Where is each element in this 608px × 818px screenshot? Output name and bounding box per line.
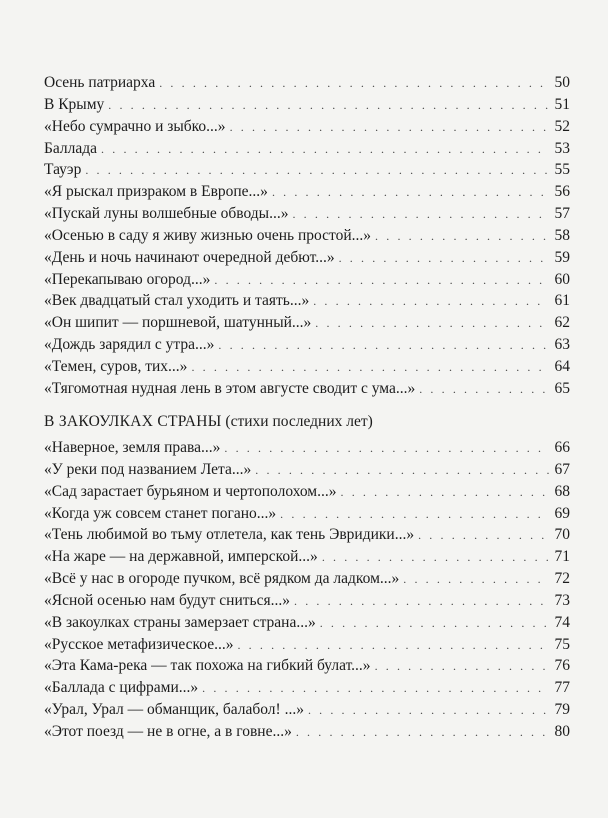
toc-entry-title: «Небо сумрачно и зыбко...» (44, 117, 226, 135)
toc-entry-page: 80 (554, 722, 570, 740)
dot-leader (403, 569, 549, 591)
dot-leader (294, 591, 549, 613)
toc-entry-title: «Эта Кама-река — так похожа на гибкий булат...» (44, 657, 371, 675)
toc-entry (44, 546, 570, 568)
toc-entry-title: «Этот поезд — не в огне, а в говне...» (44, 722, 292, 740)
toc-entry-page: 69 (554, 504, 570, 522)
toc-entry (44, 437, 570, 459)
toc-entry (44, 612, 570, 634)
toc-entry-page: 58 (554, 226, 570, 244)
toc-entry-title: «Баллада с цифрами...» (44, 679, 199, 697)
toc-entry-page: 56 (554, 183, 570, 201)
toc-entry-page: 79 (554, 701, 570, 719)
toc-entry (44, 590, 570, 612)
dot-leader (159, 73, 549, 95)
toc-entry-title: «Осенью в саду я живу жизнью очень простой...» (44, 226, 372, 244)
toc-entry-title: «Век двадцатый стал уходить и таять...» (44, 292, 310, 310)
toc-entry-title: «Пускай луны волшебные обводы...» (44, 205, 289, 223)
section-heading-subtitle: (стихи последних лет) (225, 413, 373, 430)
toc-entry-page: 53 (554, 139, 570, 157)
dot-leader (108, 95, 549, 117)
dot-leader (292, 204, 549, 226)
dot-leader (339, 248, 549, 270)
section-heading (44, 411, 373, 432)
toc-entry-title: «Ясной осенью нам будут сниться...» (44, 591, 290, 609)
dot-leader (418, 525, 549, 547)
toc-section-two (44, 437, 570, 743)
toc-entry (44, 94, 570, 116)
toc-entry (44, 181, 570, 203)
toc-entry-title: «Тягомотная нудная лень в этом августе сводит с ума...» (44, 379, 416, 397)
toc-entry-page: 75 (554, 635, 570, 653)
toc-entry-page: 70 (554, 526, 570, 544)
toc-entry (44, 290, 570, 312)
toc-entry (44, 159, 570, 181)
toc-entry-title: «У реки под названием Лета...» (44, 460, 252, 478)
dot-leader (419, 379, 549, 401)
toc-entry (44, 269, 570, 291)
toc-entry (44, 312, 570, 334)
toc-entry-title: «День и ночь начинают очередной дебют...» (44, 248, 335, 266)
toc-entry (44, 247, 570, 269)
toc-entry (44, 356, 570, 378)
dot-leader (315, 313, 549, 335)
dot-leader (101, 139, 549, 161)
toc-entry-page: 65 (554, 379, 570, 397)
toc-entry (44, 481, 570, 503)
dot-leader (230, 117, 549, 139)
dot-leader (191, 357, 549, 379)
toc-entry-title: «Дождь зарядил с утра...» (44, 336, 215, 354)
toc-entry (44, 378, 570, 400)
dot-leader (202, 678, 549, 700)
toc-entry-page: 62 (554, 314, 570, 332)
dot-leader (322, 547, 549, 569)
dot-leader (280, 504, 549, 526)
toc-entry (44, 116, 570, 138)
toc-entry-page: 74 (554, 613, 570, 631)
toc-entry-title: «Наверное, земля права...» (44, 439, 221, 456)
toc-entry-page: 52 (554, 117, 570, 135)
toc-entry-page: 76 (554, 657, 570, 675)
toc-entry (44, 72, 570, 94)
toc-entry (44, 699, 570, 721)
toc-entry-page: 67 (554, 460, 570, 478)
dot-leader (313, 291, 549, 313)
toc-entry-title: «Когда уж совсем станет погано...» (44, 504, 277, 522)
dot-leader (375, 226, 549, 248)
toc-entry-title: «Тень любимой во тьму отлетела, как тень Эвридики...» (44, 526, 415, 544)
toc-entry-page: 77 (554, 679, 570, 697)
dot-leader (296, 722, 549, 744)
dot-leader (85, 160, 549, 182)
toc-entry-title: «Я рыскал призраком в Европе...» (44, 183, 268, 201)
toc-entry-page: 50 (554, 74, 570, 91)
dot-leader (341, 482, 550, 504)
toc-entry-page: 57 (554, 205, 570, 223)
toc-entry (44, 655, 570, 677)
dot-leader (272, 182, 549, 204)
toc-entry-title: «Сад зарастает бурьяном и чертополохом...» (44, 482, 337, 500)
toc-entry-page: 59 (554, 248, 570, 266)
toc-entry (44, 721, 570, 743)
toc-entry-title: «Русское метафизическое...» (44, 635, 234, 653)
toc-entry (44, 634, 570, 656)
toc-entry-title: «Перекапываю огород...» (44, 270, 211, 288)
dot-leader (237, 635, 549, 657)
toc-entry-title: «Темен, суров, тих...» (44, 357, 188, 375)
toc-entry (44, 138, 570, 160)
dot-leader (224, 438, 549, 460)
toc-entry-title: «Он шипит — поршневой, шатунный...» (44, 314, 312, 332)
toc-entry-title: «В закоулках страны замерзает страна...» (44, 613, 316, 631)
dot-leader (214, 270, 549, 292)
toc-entry-title: «На жаре — на державной, имперской...» (44, 548, 318, 566)
toc-entry-page: 64 (554, 357, 570, 375)
toc-entry-page: 72 (554, 570, 570, 588)
toc-entry-page: 68 (554, 482, 570, 500)
toc-entry (44, 203, 570, 225)
toc-entry (44, 334, 570, 356)
section-heading-title: В ЗАКОУЛКАХ СТРАНЫ (44, 413, 222, 430)
toc-entry (44, 677, 570, 699)
toc-entry (44, 459, 570, 481)
toc-entry-title: Тауэр (44, 161, 82, 179)
dot-leader (218, 335, 549, 357)
toc-entry-title: Осень патриарха (44, 74, 156, 91)
toc-entry-page: 71 (554, 548, 570, 566)
dot-leader (308, 700, 549, 722)
toc-entry-page: 63 (554, 336, 570, 354)
dot-leader (255, 460, 549, 482)
toc-entry (44, 225, 570, 247)
toc-entry-title: Баллада (44, 139, 98, 157)
toc-entry-page: 73 (554, 591, 570, 609)
toc-entry-title: «Всё у нас в огороде пучком, всё рядком да ладком...» (44, 570, 400, 588)
toc-entry (44, 524, 570, 546)
toc-entry-page: 61 (554, 292, 570, 310)
toc-entry-page: 66 (554, 439, 570, 456)
toc-entry (44, 503, 570, 525)
toc-entry-page: 55 (554, 161, 570, 179)
toc-entry-page: 60 (554, 270, 570, 288)
toc-section-one (44, 72, 570, 400)
dot-leader (320, 613, 549, 635)
toc-entry-title: «Урал, Урал — обманщик, балабол! ...» (44, 701, 304, 719)
dot-leader (375, 656, 549, 678)
toc-entry (44, 568, 570, 590)
toc-entry-title: В Крыму (44, 95, 105, 113)
toc-entry-page: 51 (554, 95, 570, 113)
